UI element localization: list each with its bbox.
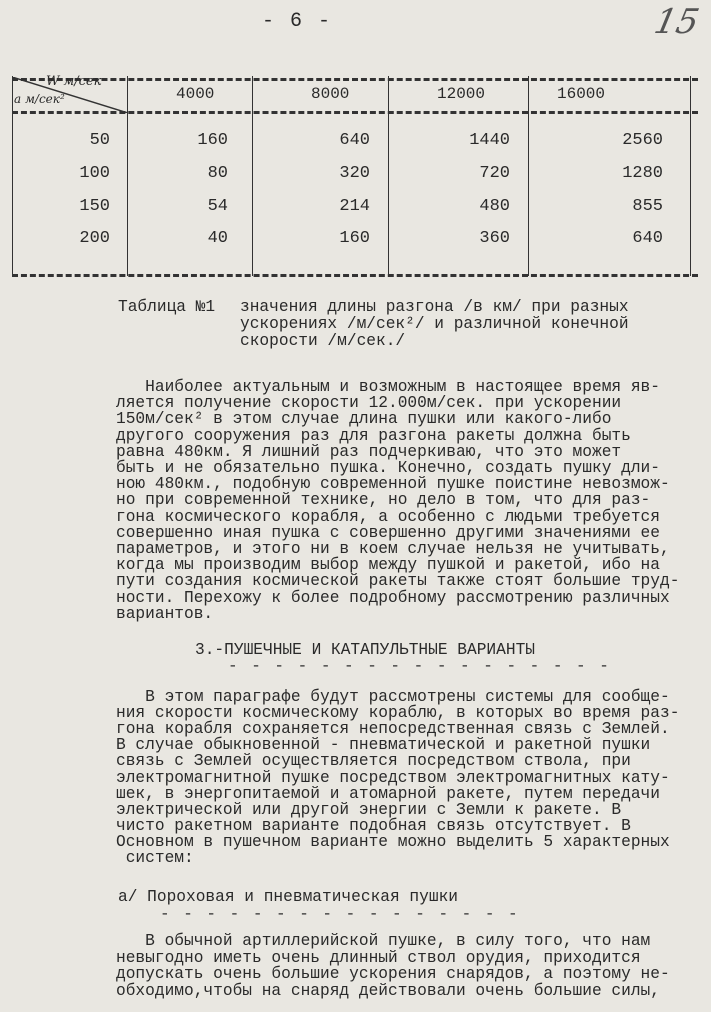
- heading-underline: - - - - - - - - - - - - - - - - -: [228, 657, 611, 675]
- column-header: 8000: [311, 85, 350, 103]
- table-divider: [388, 76, 389, 276]
- table-cell: 855: [632, 197, 663, 216]
- table-cell: 2560: [622, 131, 663, 150]
- column-header: 16000: [557, 85, 606, 103]
- row-acceleration: 50: [89, 131, 110, 150]
- column-header: 4000: [176, 85, 215, 103]
- handwritten-page-number: 15: [650, 2, 703, 42]
- table-divider: [252, 76, 253, 276]
- text-line: равна 480км. Я лишний раз подчеркиваю, что это может: [116, 442, 622, 461]
- table-cell: 1440: [469, 131, 510, 150]
- row-acceleration: 200: [79, 229, 110, 248]
- caption-line: скорости /м/сек./: [240, 332, 406, 350]
- text-line: параметров, и этого ни в коем случае нельзя не учитывать,: [116, 540, 670, 558]
- text-line: связь с Землей осуществляется посредством ствола, при: [116, 752, 631, 771]
- page-number: - 6 -: [262, 10, 333, 33]
- table-cell: 40: [207, 229, 228, 248]
- text-line: ности. Перехожу к более подробному рассмотрению различных: [116, 588, 670, 607]
- text-line: Основном в пушечном варианте можно выделить 5 характерных: [116, 832, 670, 851]
- text-line: когда мы производим выбор между пушкой и ракетой, ибо на: [116, 556, 660, 575]
- text-line: невыгодно иметь очень длинный ствол орудия, приходится: [116, 948, 641, 967]
- table-cell: 640: [632, 229, 663, 248]
- text-line: ния скорости космическому кораблю, в которых во время раз-: [116, 704, 680, 723]
- table-cell: 720: [479, 164, 510, 183]
- table-cell: 214: [339, 197, 370, 216]
- table-cell: 1280: [622, 164, 663, 183]
- text-line: быть и не обязательно пушка. Конечно, создать пушку дли-: [116, 459, 660, 477]
- text-line: но при современной технике, но дело в том, что для раз-: [116, 491, 651, 510]
- text-line: В обычной артиллерийской пушке, в силу того, что нам: [116, 932, 651, 950]
- table-cell: 480: [479, 197, 510, 216]
- table-divider: [528, 76, 529, 276]
- subheading-underline: - - - - - - - - - - - - - - - -: [160, 905, 520, 923]
- text-line: другого сооружения раз для разгона ракеты должна быть: [116, 426, 631, 445]
- subheading: а/ Пороховая и пневматическая пушки: [118, 888, 458, 906]
- text-line: электрической или другой энергии с Земли к ракете. В: [116, 800, 622, 819]
- text-line: 150м/сек² в этом случае длина пушки или какого-либо: [116, 410, 612, 429]
- text-line: В этом параграфе будут рассмотрены системы для сообще-: [116, 688, 670, 706]
- text-line: пути создания космической ракеты также стоят большие труд-: [116, 572, 680, 591]
- caption-line: ускорениях /м/сек²/ и различной конечной: [240, 315, 629, 333]
- table-divider: [690, 76, 691, 276]
- table-cell: 360: [479, 229, 510, 248]
- caption-line: значения длины разгона /в км/ при разных: [240, 298, 629, 316]
- section-heading: 3.-ПУШЕЧНЫЕ И КАТАПУЛЬТНЫЕ ВАРИАНТЫ: [195, 641, 535, 659]
- table-bottom-border: [12, 274, 698, 277]
- text-line: Наиболее актуальным и возможным в настоящее время яв-: [116, 378, 660, 396]
- row-acceleration: 100: [79, 164, 110, 183]
- text-line: гона корабля сохраняется непосредственная связь с Землей.: [116, 720, 670, 739]
- caption-label: Таблица №1: [118, 298, 216, 316]
- text-line: допускать очень большие ускорения снарядов, а поэтому не-: [116, 965, 670, 984]
- table-cell: 320: [339, 164, 370, 183]
- text-line: гона космического корабля, а особенно с людьми требуется: [116, 507, 660, 526]
- table-cell: 160: [339, 229, 370, 248]
- table-cell: 160: [197, 131, 228, 150]
- text-line: В случае обыкновенной - пневматической и ракетной пушки: [116, 736, 651, 755]
- corner-acceleration-label: a м/сек²: [14, 92, 65, 106]
- text-line: систем:: [116, 849, 194, 867]
- table-cell: 80: [207, 164, 228, 183]
- text-line: совершенно иная пушка с совершенно другими значениями ее: [116, 523, 660, 542]
- column-header: 12000: [437, 85, 486, 103]
- row-acceleration: 150: [79, 197, 110, 216]
- table-cell: 640: [339, 131, 370, 150]
- text-line: ляется получение скорости 12.000м/сек. при ускорении: [116, 394, 622, 413]
- text-line: обходимо,чтобы на снаряд действовали очень большие силы,: [116, 981, 660, 1000]
- text-line: вариантов.: [116, 604, 214, 623]
- text-line: электромагнитной пушке посредством электромагнитных кату-: [116, 768, 670, 787]
- text-line: ною 480км., подобную современной пушке поистине невозмож-: [116, 475, 670, 494]
- text-line: шек, в энергопитаемой и атомарной ракете, путем передачи: [116, 784, 660, 803]
- text-line: чисто ракетном варианте подобная связь отсутствует. В: [116, 816, 631, 835]
- table-cell: 54: [207, 197, 228, 216]
- corner-velocity-label: W м/сек: [46, 74, 102, 89]
